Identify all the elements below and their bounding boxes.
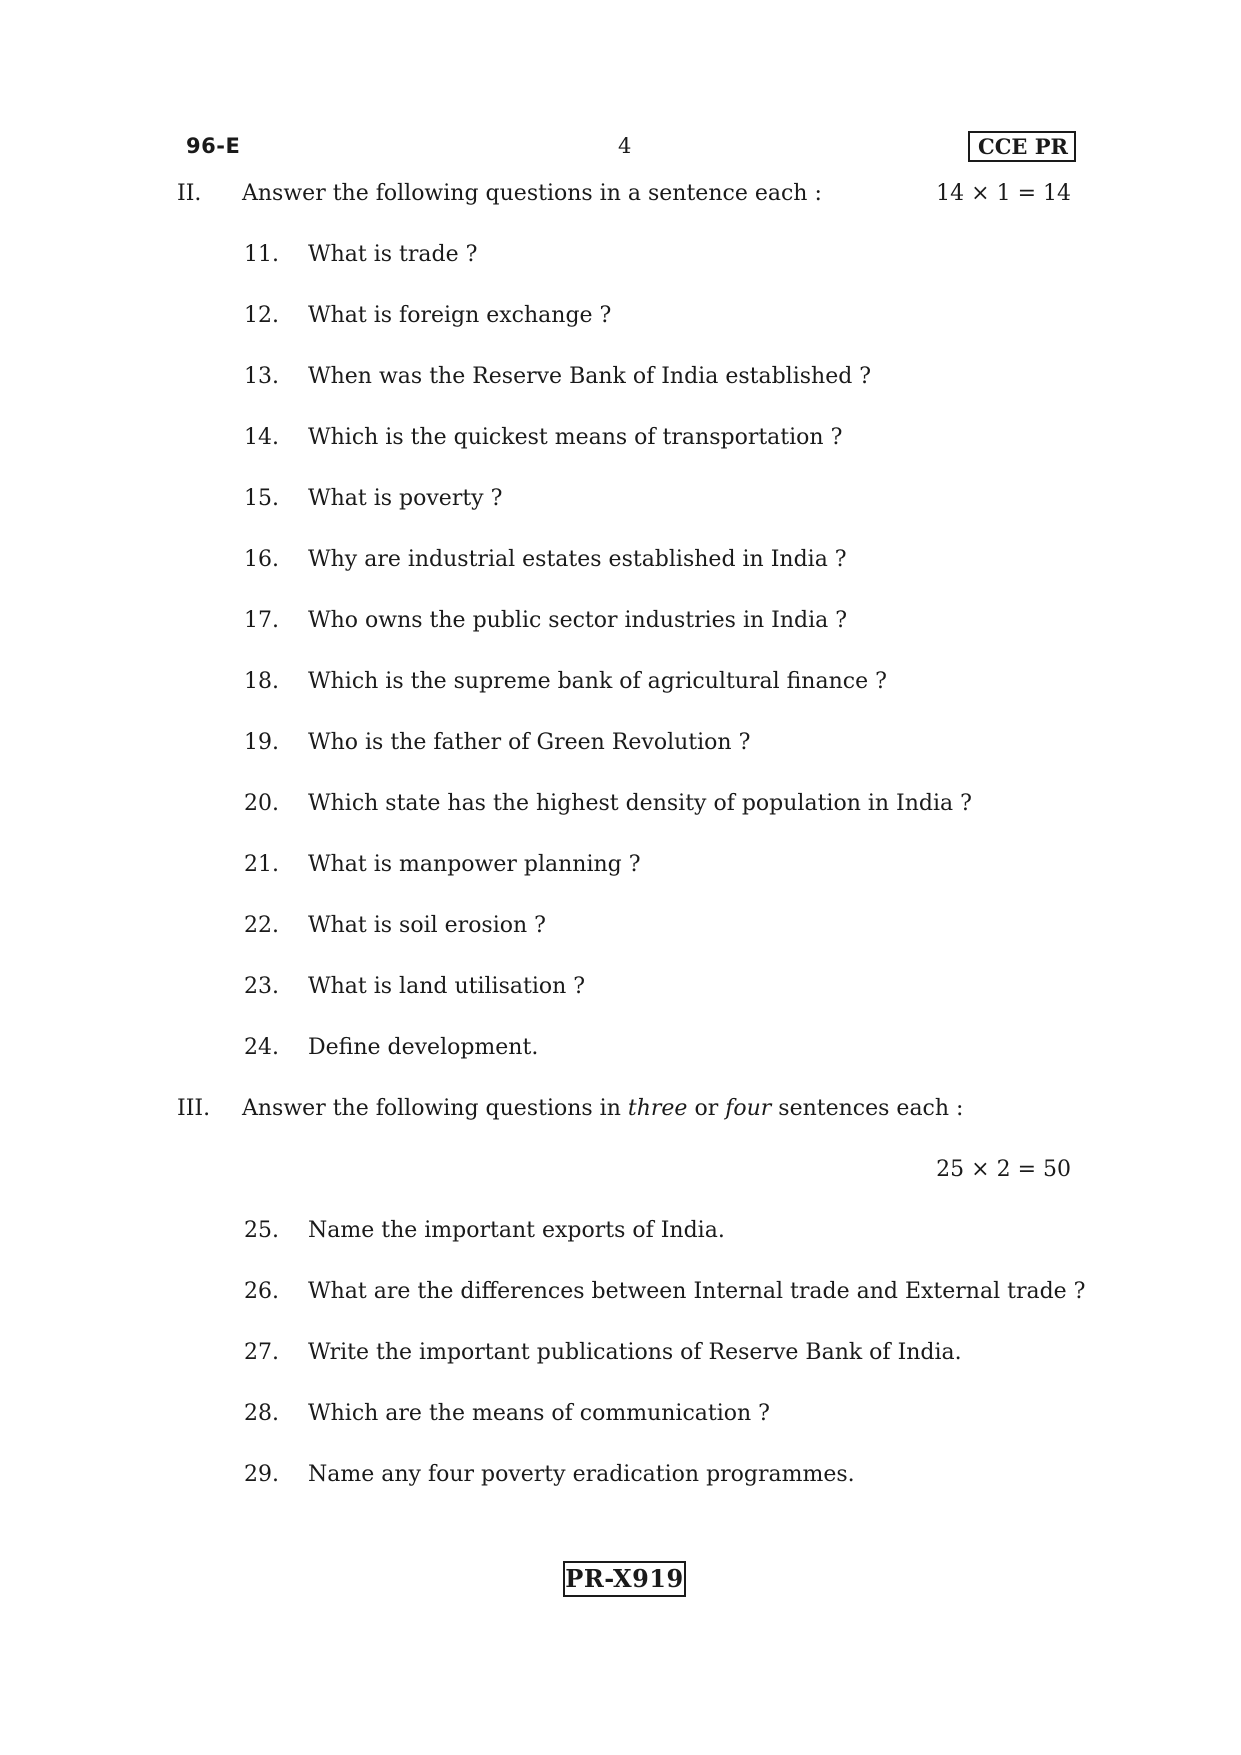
question-number: 27. xyxy=(244,1340,279,1365)
question-number: 25. xyxy=(244,1218,279,1243)
question-number: 20. xyxy=(244,791,279,816)
question-text: What is trade ? xyxy=(308,242,478,267)
question-text: Who is the father of Green Revolution ? xyxy=(308,730,751,755)
question-text: Which are the means of communication ? xyxy=(308,1401,770,1426)
question-number: 14. xyxy=(244,425,279,450)
question-text: What is foreign exchange ? xyxy=(308,303,612,328)
instruction-emphasis-three: three xyxy=(627,1096,688,1121)
question-number: 18. xyxy=(244,669,279,694)
question-number: 13. xyxy=(244,364,279,389)
question-number: 19. xyxy=(244,730,279,755)
question-text: What is land utilisation ? xyxy=(308,974,586,999)
question-number: 17. xyxy=(244,608,279,633)
instruction-part: sentences each : xyxy=(771,1096,964,1121)
section-iii-numeral: III. xyxy=(177,1096,211,1121)
section-iii-instruction xyxy=(242,1096,963,1121)
question-number: 22. xyxy=(244,913,279,938)
section-iii-marks: 25 × 2 = 50 xyxy=(936,1157,1071,1182)
question-text: Why are industrial estates established in India ? xyxy=(308,547,847,572)
exam-type-box: CCE PR xyxy=(968,131,1076,162)
question-number: 29. xyxy=(244,1462,279,1487)
question-text: What are the differences between Internal trade and External trade ? xyxy=(308,1279,1086,1304)
question-number: 16. xyxy=(244,547,279,572)
question-number: 12. xyxy=(244,303,279,328)
question-text: Write the important publications of Reserve Bank of India. xyxy=(308,1340,962,1365)
instruction-emphasis-four: four xyxy=(725,1096,772,1121)
question-text: Which state has the highest density of population in India ? xyxy=(308,791,972,816)
question-number: 21. xyxy=(244,852,279,877)
question-text: What is soil erosion ? xyxy=(308,913,546,938)
question-text: Who owns the public sector industries in India ? xyxy=(308,608,848,633)
footer-code-box: PR-X919 xyxy=(563,1561,686,1597)
section-ii-numeral: II. xyxy=(177,181,202,206)
question-text: Which is the supreme bank of agricultural finance ? xyxy=(308,669,887,694)
question-text: Name any four poverty eradication programmes. xyxy=(308,1462,855,1487)
question-number: 24. xyxy=(244,1035,279,1060)
question-text: Name the important exports of India. xyxy=(308,1218,725,1243)
question-number: 11. xyxy=(244,242,279,267)
section-ii-marks: 14 × 1 = 14 xyxy=(936,181,1071,206)
question-text: Which is the quickest means of transportation ? xyxy=(308,425,843,450)
paper-code: 96-E xyxy=(186,134,241,158)
question-number: 26. xyxy=(244,1279,279,1304)
instruction-part: Answer the following questions in xyxy=(242,1096,628,1121)
question-text: Define development. xyxy=(308,1035,539,1060)
question-number: 28. xyxy=(244,1401,279,1426)
question-text: What is poverty ? xyxy=(308,486,503,511)
section-ii-instruction: Answer the following questions in a sentence each : xyxy=(242,181,822,206)
question-text: What is manpower planning ? xyxy=(308,852,641,877)
instruction-part: or xyxy=(687,1096,726,1121)
question-number: 23. xyxy=(244,974,279,999)
question-number: 15. xyxy=(244,486,279,511)
question-text: When was the Reserve Bank of India established ? xyxy=(308,364,872,389)
page-number: 4 xyxy=(618,134,632,158)
